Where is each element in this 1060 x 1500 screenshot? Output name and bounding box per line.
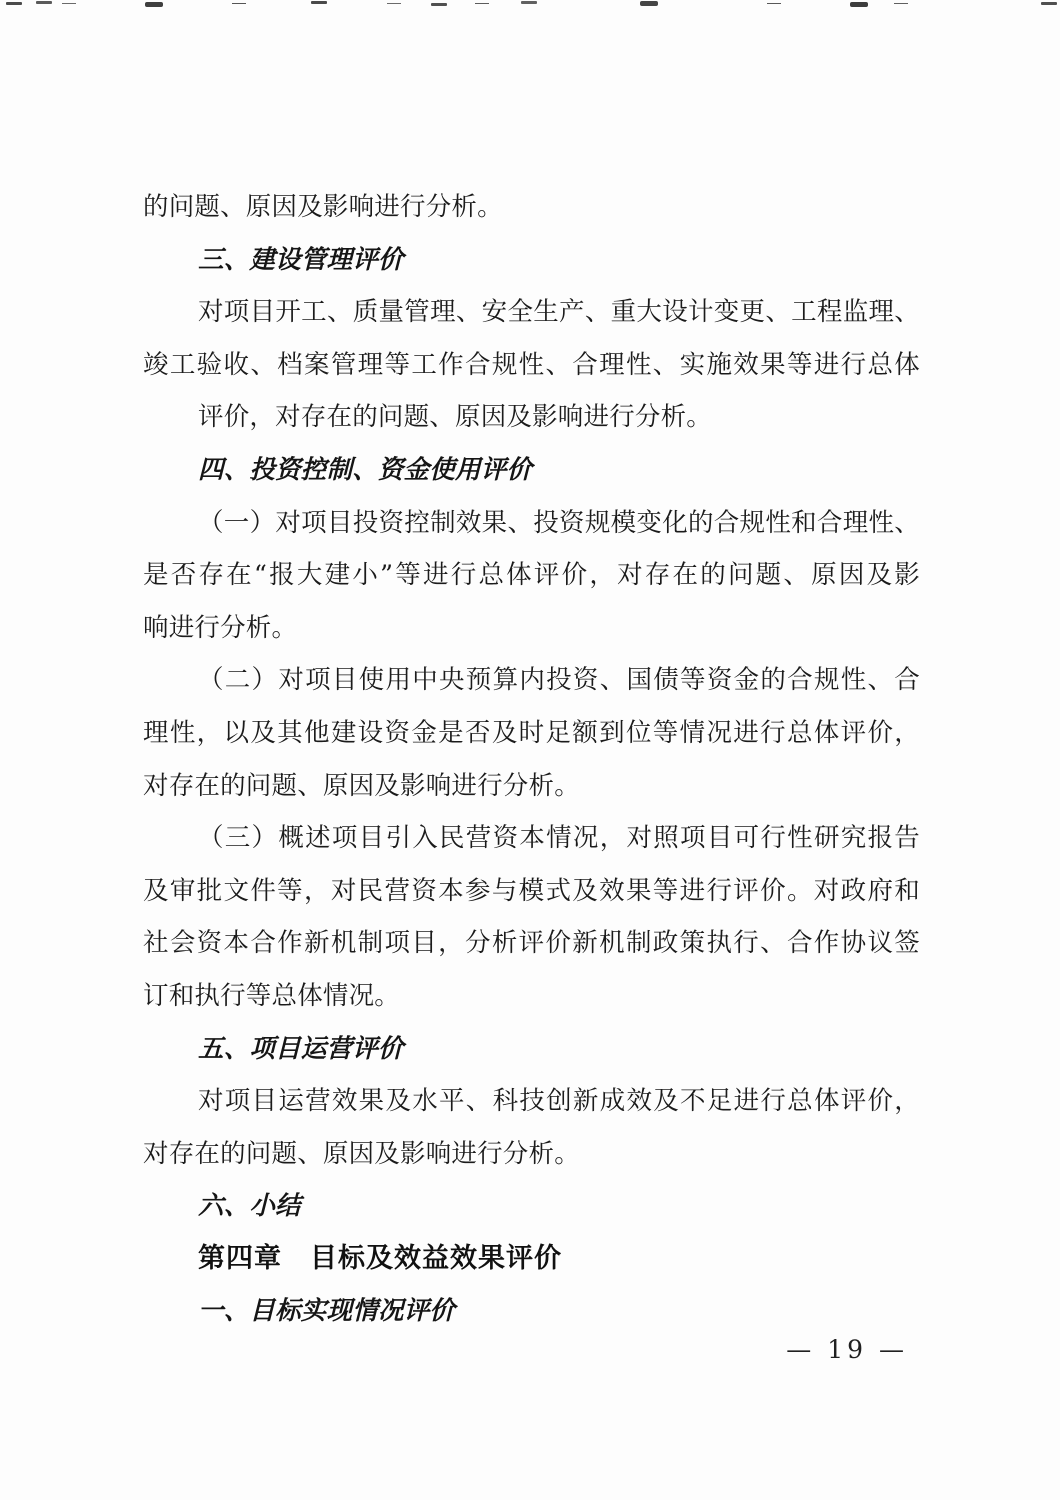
section-heading: 三、建设管理评价 [198,244,404,275]
body-text-line: 订和执行等总体情况。 [143,980,401,1011]
body-text-line: 对项目运营效果及水平、科技创新成效及不足进行总体评价， [198,1086,920,1117]
body-text-line: 社会资本合作新机制项目，分析评价新机制政策执行、合作协议签 [143,928,920,959]
body-text-line: 理性，以及其他建设资金是否及时足额到位等情况进行总体评价， [143,717,920,748]
body-text-line: 是否存在“报大建小”等进行总体评价，对存在的问题、原因及影 [143,560,920,591]
body-text-line: 竣工验收、档案管理等工作合规性、合理性、实施效果等进行总体 [143,349,920,380]
body-text-line: （二）对项目使用中央预算内投资、国债等资金的合规性、合 [198,665,920,696]
section-heading: 四、投资控制、资金使用评价 [198,454,533,485]
body-text-line: （三）概述项目引入民营资本情况，对照项目可行性研究报告 [198,823,920,854]
scan-artifacts [6,2,22,5]
chapter-heading: 第四章 目标及效益效果评价 [198,1242,562,1274]
section-heading: 一、目标实现情况评价 [198,1296,456,1327]
section-heading: 六、小结 [198,1191,301,1222]
body-text-line: 的问题、原因及影响进行分析。 [143,192,503,222]
body-text-line: 及审批文件等，对民营资本参与模式及效果等进行评价。对政府和 [143,875,920,906]
body-text-line: （一）对项目投资控制效果、投资规模变化的合规性和合理性、 [198,507,920,538]
body-text-line: 响进行分析。 [143,612,298,643]
body-text-line: 评价，对存在的问题、原因及影响进行分析。 [198,402,713,433]
section-heading: 五、项目运营评价 [198,1033,404,1064]
body-text-line: 对存在的问题、原因及影响进行分析。 [143,1138,580,1169]
page-number: — 19 — [786,1335,908,1364]
body-text-line: 对项目开工、质量管理、安全生产、重大设计变更、工程监理、 [198,297,920,328]
text-column [143,181,920,1338]
body-text-line: 对存在的问题、原因及影响进行分析。 [143,770,580,801]
